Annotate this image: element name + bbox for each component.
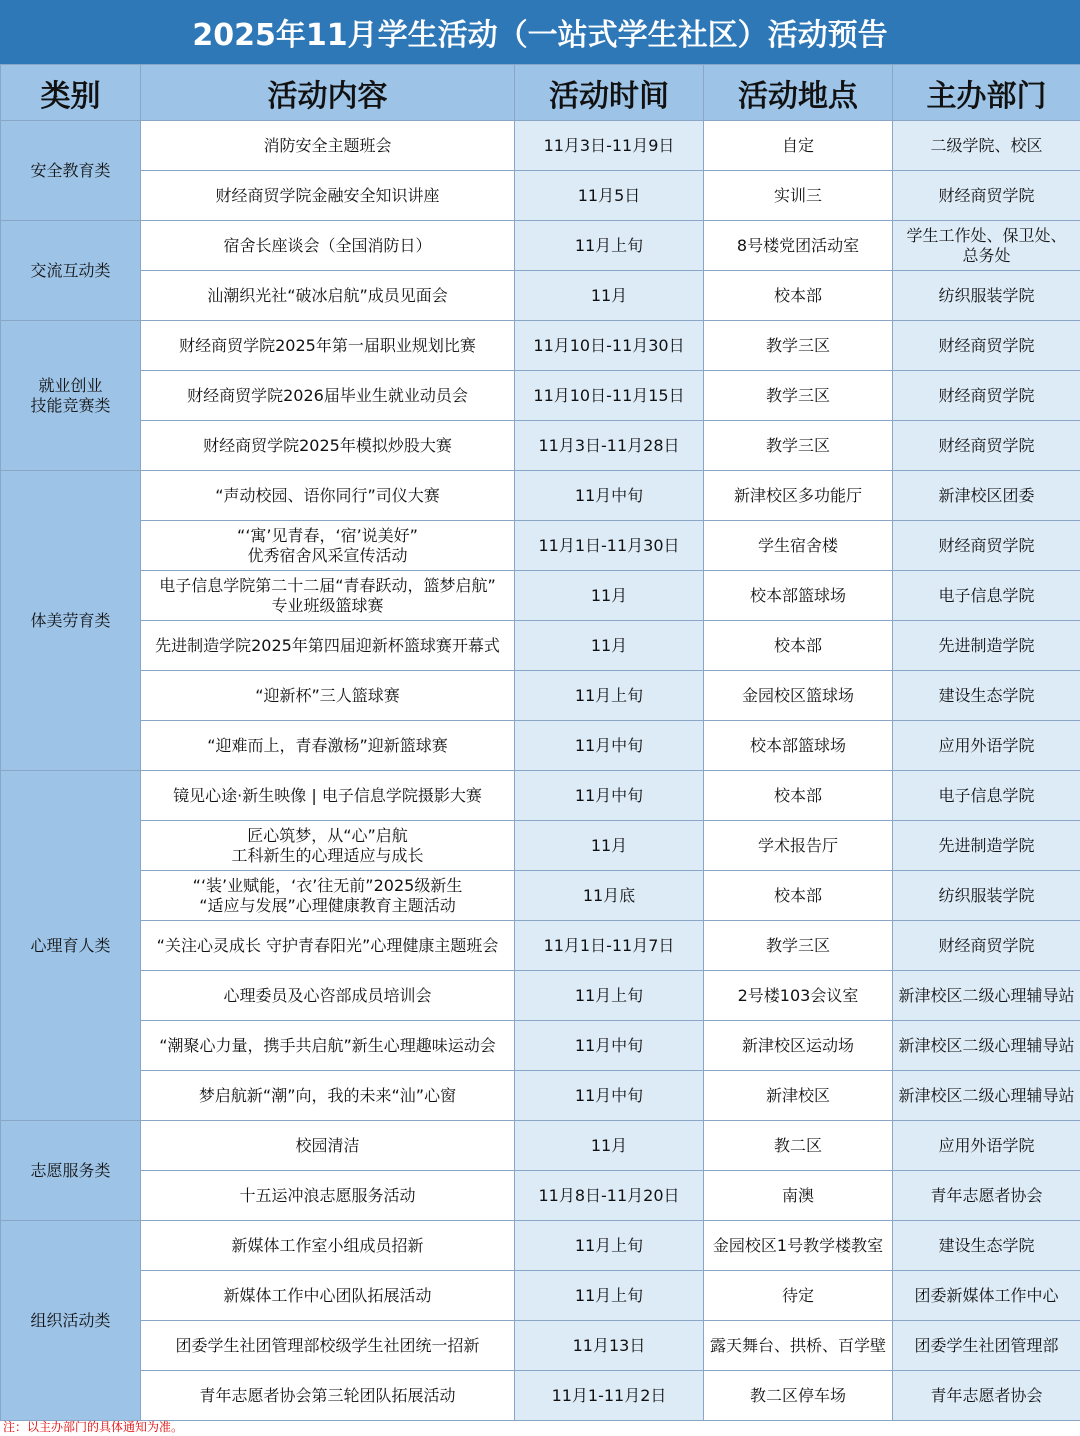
location-cell: 校本部篮球场 [704,571,893,621]
category-cell: 心理育人类 [1,771,141,1121]
table-row [1,971,1080,1021]
location-cell: 新津校区 [704,1071,893,1121]
table-row [1,221,1080,271]
location-cell: 8号楼党团活动室 [704,221,893,271]
table-row [1,521,1080,571]
organizer-cell: 财经商贸学院 [893,321,1080,371]
header-category: 类别 [1,65,141,121]
content-cell: 团委学生社团管理部校级学生社团统一招新 [141,1321,515,1371]
time-cell: 11月上旬 [515,1271,704,1321]
organizer-cell: 电子信息学院 [893,571,1080,621]
table-row [1,271,1080,321]
location-cell: 实训三 [704,171,893,221]
organizer-cell: 新津校区二级心理辅导站 [893,1071,1080,1121]
organizer-cell: 团委新媒体工作中心 [893,1271,1080,1321]
content-cell: 新媒体工作中心团队拓展活动 [141,1271,515,1321]
organizer-cell: 建设生态学院 [893,1221,1080,1271]
table-row [1,1321,1080,1371]
organizer-cell: 先进制造学院 [893,821,1080,871]
time-cell: 11月1日-11月7日 [515,921,704,971]
table-row [1,371,1080,421]
page-title: 2025年11月学生活动（一站式学生社区）活动预告 [0,0,1080,64]
content-cell: “声动校园、语你同行”司仪大赛 [141,471,515,521]
table-row [1,721,1080,771]
table-row [1,421,1080,471]
time-cell: 11月中旬 [515,471,704,521]
location-cell: 校本部篮球场 [704,721,893,771]
location-cell: 校本部 [704,271,893,321]
table-row [1,871,1080,921]
table-row [1,121,1080,171]
content-cell: 先进制造学院2025年第四届迎新杯篮球赛开幕式 [141,621,515,671]
content-cell: 财经商贸学院2026届毕业生就业动员会 [141,371,515,421]
category-cell: 交流互动类 [1,221,141,321]
time-cell: 11月3日-11月9日 [515,121,704,171]
content-cell: “迎新杯”三人篮球赛 [141,671,515,721]
table-row [1,1171,1080,1221]
location-cell: 南澳 [704,1171,893,1221]
organizer-cell: 新津校区二级心理辅导站 [893,1021,1080,1071]
location-cell: 教学三区 [704,421,893,471]
time-cell: 11月8日-11月20日 [515,1171,704,1221]
organizer-cell: 应用外语学院 [893,721,1080,771]
time-cell: 11月中旬 [515,771,704,821]
content-cell: 宿舍长座谈会（全国消防日） [141,221,515,271]
location-cell: 教二区 [704,1121,893,1171]
category-cell: 志愿服务类 [1,1121,141,1221]
location-cell: 自定 [704,121,893,171]
content-cell: 青年志愿者协会第三轮团队拓展活动 [141,1371,515,1421]
header-row [1,65,1080,121]
category-cell: 组织活动类 [1,1221,141,1421]
content-cell: “潮聚心力量，携手共启航”新生心理趣味运动会 [141,1021,515,1071]
content-cell: 匠心筑梦，从“心”启航 工科新生的心理适应与成长 [141,821,515,871]
organizer-cell: 建设生态学院 [893,671,1080,721]
table-row [1,1271,1080,1321]
time-cell: 11月1-11月2日 [515,1371,704,1421]
content-cell: 财经商贸学院金融安全知识讲座 [141,171,515,221]
table-row [1,771,1080,821]
footnote: 注：以主办部门的具体通知为准。 [3,1420,184,1434]
content-cell: 镜见心途·新生映像 | 电子信息学院摄影大赛 [141,771,515,821]
header-time: 活动时间 [515,65,704,121]
location-cell: 新津校区多功能厅 [704,471,893,521]
table-row [1,321,1080,371]
time-cell: 11月上旬 [515,221,704,271]
content-cell: 心理委员及心咨部成员培训会 [141,971,515,1021]
organizer-cell: 青年志愿者协会 [893,1371,1080,1421]
header-location: 活动地点 [704,65,893,121]
time-cell: 11月 [515,1121,704,1171]
table-row [1,571,1080,621]
table-row [1,471,1080,521]
table-row [1,1021,1080,1071]
table-row [1,1371,1080,1421]
time-cell: 11月13日 [515,1321,704,1371]
organizer-cell: 财经商贸学院 [893,521,1080,571]
location-cell: 2号楼103会议室 [704,971,893,1021]
category-cell: 体美劳育类 [1,471,141,771]
organizer-cell: 应用外语学院 [893,1121,1080,1171]
content-cell: 电子信息学院第二十二届“青春跃动，篮梦启航” 专业班级篮球赛 [141,571,515,621]
organizer-cell: 财经商贸学院 [893,421,1080,471]
time-cell: 11月中旬 [515,1071,704,1121]
organizer-cell: 纺织服装学院 [893,871,1080,921]
organizer-cell: 新津校区团委 [893,471,1080,521]
time-cell: 11月上旬 [515,971,704,1021]
organizer-cell: 财经商贸学院 [893,171,1080,221]
table-row [1,1071,1080,1121]
time-cell: 11月底 [515,871,704,921]
time-cell: 11月上旬 [515,671,704,721]
content-cell: 十五运冲浪志愿服务活动 [141,1171,515,1221]
table-row [1,821,1080,871]
organizer-cell: 新津校区二级心理辅导站 [893,971,1080,1021]
organizer-cell: 电子信息学院 [893,771,1080,821]
time-cell: 11月3日-11月28日 [515,421,704,471]
organizer-cell: 青年志愿者协会 [893,1171,1080,1221]
location-cell: 金园校区篮球场 [704,671,893,721]
content-cell: 财经商贸学院2025年模拟炒股大赛 [141,421,515,471]
table-row [1,621,1080,671]
time-cell: 11月 [515,821,704,871]
organizer-cell: 财经商贸学院 [893,921,1080,971]
activity-table [0,64,1080,1421]
table-row [1,921,1080,971]
organizer-cell: 财经商贸学院 [893,371,1080,421]
organizer-cell: 二级学院、校区 [893,121,1080,171]
location-cell: 露天舞台、拱桥、百学壁 [704,1321,893,1371]
content-cell: “迎难而上，青春激杨”迎新篮球赛 [141,721,515,771]
content-cell: “‘寓’见青春，‘宿’说美好” 优秀宿舍风采宣传活动 [141,521,515,571]
time-cell: 11月上旬 [515,1221,704,1271]
time-cell: 11月 [515,621,704,671]
content-cell: “‘装’业赋能，‘衣’往无前”2025级新生 “适应与发展”心理健康教育主题活动 [141,871,515,921]
location-cell: 教二区停车场 [704,1371,893,1421]
location-cell: 学生宿舍楼 [704,521,893,571]
time-cell: 11月中旬 [515,721,704,771]
table-row [1,1121,1080,1171]
organizer-cell: 团委学生社团管理部 [893,1321,1080,1371]
location-cell: 新津校区运动场 [704,1021,893,1071]
category-cell: 就业创业 技能竞赛类 [1,321,141,471]
table-row [1,171,1080,221]
table-body [1,121,1080,1421]
location-cell: 学术报告厅 [704,821,893,871]
location-cell: 金园校区1号教学楼教室 [704,1221,893,1271]
organizer-cell: 纺织服装学院 [893,271,1080,321]
time-cell: 11月5日 [515,171,704,221]
header-content: 活动内容 [141,65,515,121]
content-cell: “关注心灵成长 守护青春阳光”心理健康主题班会 [141,921,515,971]
header-organizer: 主办部门 [893,65,1080,121]
category-cell: 安全教育类 [1,121,141,221]
content-cell: 汕潮织光社“破冰启航”成员见面会 [141,271,515,321]
location-cell: 教学三区 [704,371,893,421]
location-cell: 待定 [704,1271,893,1321]
time-cell: 11月1日-11月30日 [515,521,704,571]
content-cell: 新媒体工作室小组成员招新 [141,1221,515,1271]
organizer-cell: 学生工作处、保卫处、 总务处 [893,221,1080,271]
content-cell: 校园清洁 [141,1121,515,1171]
location-cell: 校本部 [704,771,893,821]
organizer-cell: 先进制造学院 [893,621,1080,671]
time-cell: 11月10日-11月15日 [515,371,704,421]
table-row [1,1221,1080,1271]
table-row [1,671,1080,721]
time-cell: 11月 [515,571,704,621]
time-cell: 11月 [515,271,704,321]
content-cell: 梦启航新“潮”向，我的未来“汕”心窗 [141,1071,515,1121]
location-cell: 教学三区 [704,921,893,971]
content-cell: 消防安全主题班会 [141,121,515,171]
time-cell: 11月中旬 [515,1021,704,1071]
content-cell: 财经商贸学院2025年第一届职业规划比赛 [141,321,515,371]
location-cell: 校本部 [704,621,893,671]
location-cell: 教学三区 [704,321,893,371]
location-cell: 校本部 [704,871,893,921]
time-cell: 11月10日-11月30日 [515,321,704,371]
